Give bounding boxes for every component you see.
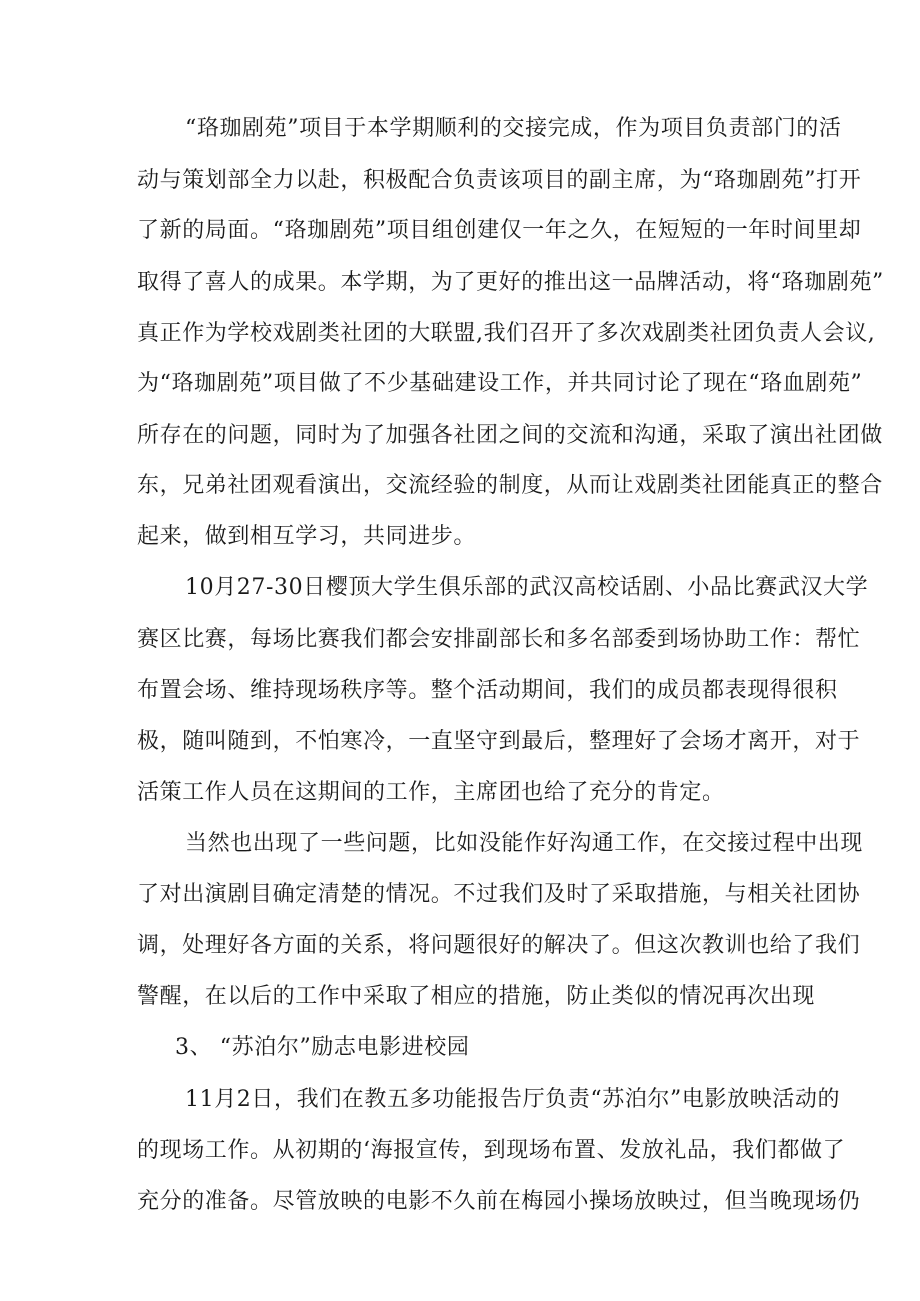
paragraph-1-line-7: 所存在的问题，同时为了加强各社团之间的交流和沟通，采取了演出社团做 bbox=[137, 423, 883, 448]
paragraph-1-line-6: 为“珞珈剧苑”项目做了不少基础建设工作，并共同讨论了现在“珞血剧苑” bbox=[137, 371, 863, 396]
paragraph-1-line-2: 动与策划部全力以赴，积极配合负责该项目的副主席，为“珞珈剧苑”打开 bbox=[137, 168, 862, 193]
paragraph-3-line-3: 调，处理好各方面的关系，将问题很好的解决了。但这次教训也给了我们 bbox=[137, 933, 861, 958]
paragraph-3-line-1: 当然也出现了一些问题，比如没能作好沟通工作，在交接过程中出现 bbox=[185, 831, 864, 856]
paragraph-2-line-4: 极，随叫随到，不怕寒冷，一直坚守到最后，整理好了会场才离开，对于 bbox=[137, 729, 861, 754]
paragraph-2-line-1: 10月27-30日樱顶大学生俱乐部的武汉高校话剧、小品比赛武汉大学 bbox=[185, 575, 869, 600]
paragraph-1-line-3: 了新的局面。“珞珈剧苑”项目组创建仅一年之久，在短短的一年时间里却 bbox=[137, 218, 862, 243]
paragraph-4-line-3: 充分的准备。尽管放映的电影不久前在梅园小操场放映过，但当晚现场仍 bbox=[137, 1189, 861, 1214]
paragraph-2-line-3: 布置会场、维持现场秩序等。整个活动期间，我们的成员都表现得很积 bbox=[137, 678, 838, 703]
paragraph-1-line-1: “珞珈剧苑”项目于本学期顺利的交接完成，作为项目负责部门的活 bbox=[185, 116, 842, 141]
paragraph-3-line-2: 了对出演剧目确定清楚的情况。不过我们及时了采取措施，与相关社团协 bbox=[137, 882, 861, 907]
paragraph-4-line-1: 11月2日，我们在教五多功能报告厅负责“苏泊尔”电影放映活动的 bbox=[185, 1087, 841, 1112]
paragraph-2-line-2: 赛区比赛，每场比赛我们都会安排副部长和多名部委到场协助工作：帮忙 bbox=[137, 627, 861, 652]
paragraph-2-line-5: 活策工作人员在这期间的工作，主席团也给了充分的肯定。 bbox=[137, 780, 725, 805]
paragraph-1-line-5: 真正作为学校戏剧类社团的大联盟,我们召开了多次戏剧类社团负责人会议, bbox=[137, 321, 876, 346]
paragraph-1-line-8: 东，兄弟社团观看演出，交流经验的制度，从而让戏剧类社团能真正的整合 bbox=[137, 473, 883, 498]
paragraph-4-line-2: 的现场工作。从初期的‘海报宣传，到现场布置、发放礼品，我们都做了 bbox=[137, 1138, 846, 1163]
paragraph-1-line-4: 取得了喜人的成果。本学期，为了更好的推出这一品牌活动，将“珞珈剧苑” bbox=[137, 270, 884, 295]
section-heading: 3、 “苏泊尔”励志电影进校园 bbox=[175, 1035, 470, 1060]
paragraph-3-line-4: 警醒，在以后的工作中采取了相应的措施，防止类似的情况再次出现 bbox=[137, 984, 816, 1009]
paragraph-1-line-9: 起来，做到相互学习，共同进步。 bbox=[137, 524, 477, 549]
